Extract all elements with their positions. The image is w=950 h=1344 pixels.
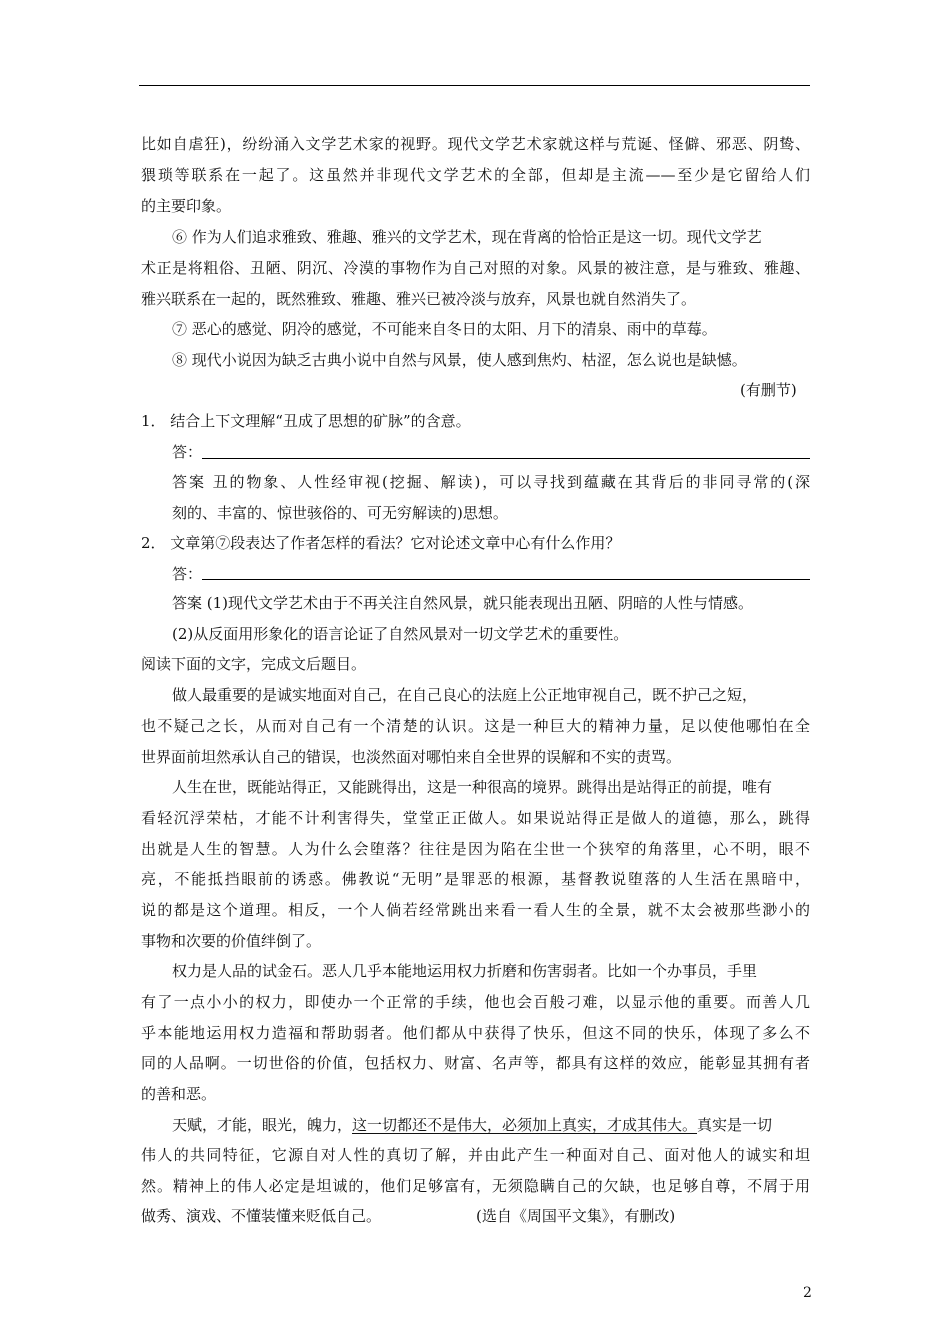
text-line: 猥琐等联系在一起了。这虽然并非现代文学艺术的全部，但却是主流——至少是它留给人们 (141, 166, 810, 184)
passage-line: 权力是人品的试金石。恶人几乎本能地运用权力折磨和伤害弱者。比如一个办事员，手里 (172, 962, 758, 980)
paragraph-6-line: 术正是将粗俗、丑陋、阴沉、冷漠的事物作为自己对照的对象。风景的被注意，是与雅致、雅趣、 (141, 259, 810, 277)
passage-line: 亮，不能抵挡眼前的诱惑。佛教说“无明”是罪恶的根源，基督教说堕落的人生活在黑暗中， (141, 870, 810, 888)
source-citation: (选自《周国平文集》，有删改) (476, 1207, 676, 1225)
passage-line: 有了一点小小的权力，即使办一个正常的手续，他也会百般刁难，以显示他的重要。而善人几 (141, 993, 810, 1011)
header-rule (139, 85, 810, 86)
answer-label: 答： (172, 565, 203, 583)
reading-instruction: 阅读下面的文字，完成文后题目。 (141, 655, 367, 673)
answer-2-line: (2)从反面用形象化的语言论证了自然风景对一切文学艺术的重要性。 (172, 625, 629, 643)
answer-label: 答： (172, 443, 203, 461)
passage-line: 出就是人生的智慧。人为什么会堕落？往往是因为陷在尘世一个狭窄的角落里，心不明，眼不 (141, 840, 810, 858)
page-number: 2 (803, 1285, 812, 1301)
passage-line: 然。精神上的伟人必定是坦诚的，他们足够富有，无须隐瞒自己的欠缺，也足够自尊，不屑于用 (141, 1177, 810, 1195)
passage-line: 做秀、演戏、不懂装懂来贬低自己。 (141, 1207, 382, 1225)
passage-text: 真实是一切 (697, 1116, 773, 1134)
question-1: 1． 结合上下文理解“丑成了思想的矿脉”的含意。 (141, 412, 471, 430)
answer-1-line: 答案 丑的物象、人性经审视(挖掘、解读)，可以寻找到蕴藏在其背后的非同寻常的(深 (172, 473, 810, 491)
paragraph-7: ⑦ 恶心的感觉、阴冷的感觉，不可能来自冬日的太阳、月下的清泉、雨中的草莓。 (172, 320, 717, 338)
passage-line: 世界面前坦然承认自己的错误，也淡然面对哪怕来自全世界的误解和不实的责骂。 (141, 748, 682, 766)
underlined-sentence: 这一切都还不是伟大，必须加上真实，才成其伟大。 (352, 1116, 698, 1134)
text-line: 比如自虐狂)，纷纷涌入文学艺术家的视野。现代文学艺术家就这样与荒诞、怪僻、邪恶、阴鸷、 (141, 135, 810, 153)
paragraph-6-line: 雅兴联系在一起的，既然雅致、雅趣、雅兴已被冷淡与放弃，风景也就自然消失了。 (141, 290, 697, 308)
question-2: 2． 文章第⑦段表达了作者怎样的看法？它对论述文章中心有什么作用？ (141, 534, 621, 552)
answer-blank-line[interactable] (202, 579, 810, 580)
passage-line: 伟人的共同特征，它源自对人性的真切了解，并由此产生一种面对自己、面对他人的诚实和坦 (141, 1146, 810, 1164)
passage-line: 乎本能地运用权力造福和帮助弱者。他们都从中获得了快乐，但这不同的快乐，体现了多么不 (141, 1024, 810, 1042)
passage-line: 事物和次要的价值绊倒了。 (141, 932, 322, 950)
abridged-note: (有删节) (740, 381, 797, 399)
answer-1-line: 刻的、丰富的、惊世骇俗的、可无穷解读的)思想。 (172, 504, 508, 522)
text-line: 的主要印象。 (141, 197, 232, 215)
passage-line: 说的都是这个道理。相反，一个人倘若经常跳出来看一看人生的全景，就不太会被那些渺小的 (141, 901, 810, 919)
passage-line: 做人最重要的是诚实地面对自己，在自己良心的法庭上公正地审视自己，既不护己之短， (172, 686, 758, 704)
passage-line: 也不疑己之长，从而对自己有一个清楚的认识。这是一种巨大的精神力量，足以使他哪怕在全 (141, 717, 810, 735)
passage-line: 人生在世，既能站得正，又能跳得出，这是一种很高的境界。跳得出是站得正的前提，唯有 (172, 778, 773, 796)
passage-line: 看轻沉浮荣枯，才能不计利害得失，堂堂正正做人。如果说站得正是做人的道德，那么，跳得 (141, 809, 810, 827)
answer-2-line: 答案 (1)现代文学艺术由于不再关注自然风景，就只能表现出丑陋、阴暗的人性与情感。 (172, 594, 754, 612)
passage-text: 天赋，才能，眼光，魄力， (172, 1116, 353, 1134)
passage-line: 同的人品啊。一切世俗的价值，包括权力、财富、名声等，都具有这样的效应，能彰显其拥有者 (141, 1054, 810, 1072)
passage-line: 的善和恶。 (141, 1085, 217, 1103)
passage-line (172, 1113, 772, 1137)
paragraph-6-line: ⑥ 作为人们追求雅致、雅趣、雅兴的文学艺术，现在背离的恰恰正是这一切。现代文学艺 (172, 228, 762, 246)
answer-blank-line[interactable] (202, 458, 810, 459)
paragraph-8: ⑧ 现代小说因为缺乏古典小说中自然与风景，使人感到焦灼、枯涩，怎么说也是缺憾。 (172, 351, 747, 369)
